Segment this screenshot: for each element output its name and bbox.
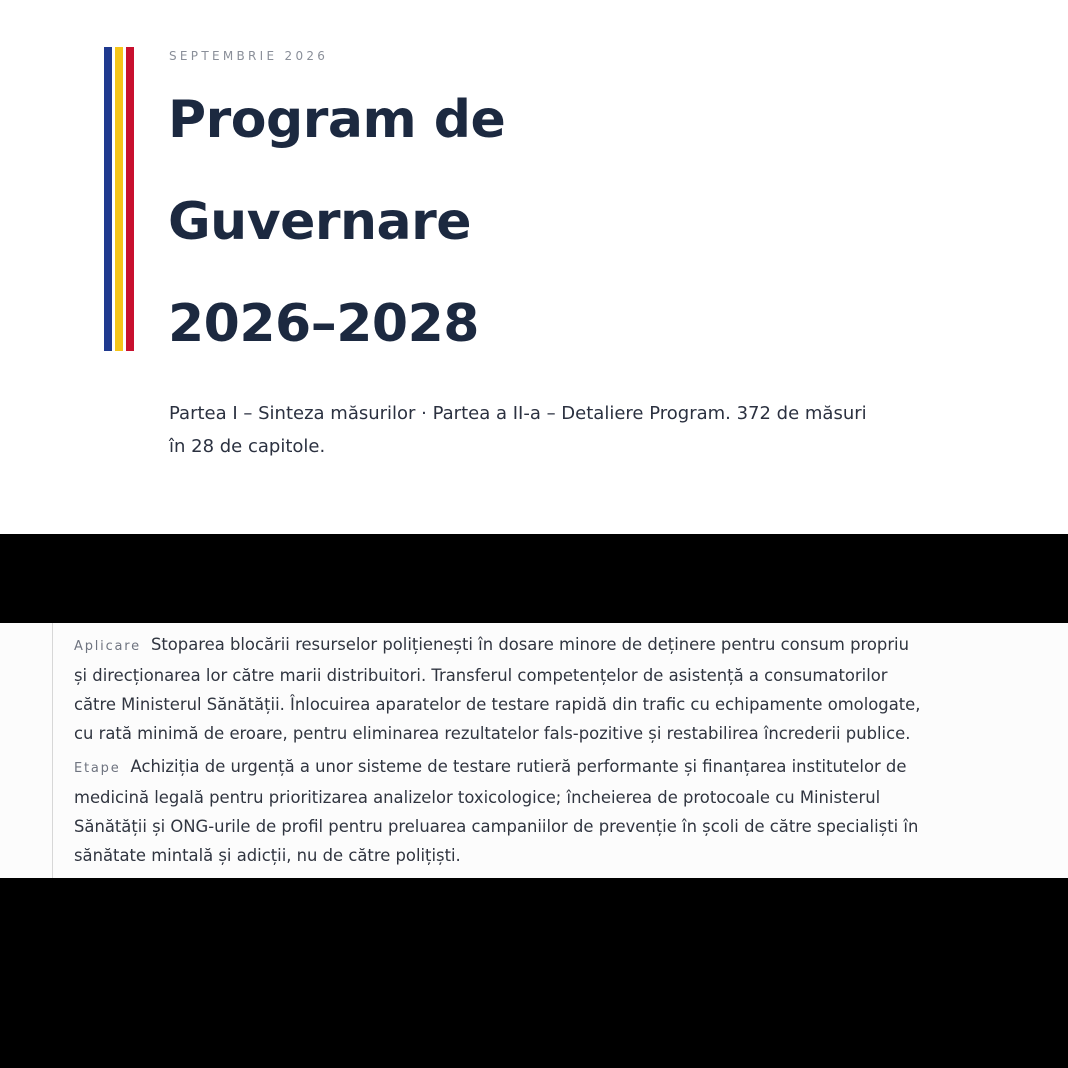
subtitle xyxy=(169,397,929,463)
aplicare-text: Stoparea blocării resurselor polițienești în dosare minore de deținere pentru consum propriu xyxy=(150,635,909,654)
title-line: Program de xyxy=(168,90,506,150)
left-border-rule xyxy=(52,623,53,878)
etape-text: Achiziția de urgență a unor sisteme de testare rutieră performante și finanțarea institutelor de xyxy=(130,757,907,776)
paragraph-line: către Ministerul Sănătății. Înlocuirea aparatelor de testare rapidă din trafic cu echipamente omologate, xyxy=(74,695,921,714)
paragraph-line: și direcționarea lor către marii distribuitori. Transferul competențelor de asistență a consumatorilor xyxy=(74,666,888,685)
title-line: Guvernare xyxy=(168,192,472,252)
paragraph-line xyxy=(74,630,1004,661)
tricolor-flag-bar xyxy=(104,47,134,351)
flag-stripe-red xyxy=(126,47,134,351)
page-title xyxy=(168,69,868,375)
date-overline: SEPTEMBRIE 2026 xyxy=(169,49,329,63)
flag-stripe-blue xyxy=(104,47,112,351)
black-band-bottom xyxy=(0,878,1068,1068)
etape-paragraph xyxy=(74,752,1004,870)
title-line: 2026–2028 xyxy=(168,294,479,354)
black-band-top xyxy=(0,534,1068,623)
measure-detail-section xyxy=(0,623,1068,878)
aplicare-paragraph xyxy=(74,630,1004,748)
subtitle-line: Partea I – Sinteza măsurilor · Partea a II-a – Detaliere Program. 372 de măsuri xyxy=(169,403,867,424)
etape-label: Etape xyxy=(74,761,121,776)
paragraph-line: medicină legală pentru prioritizarea analizelor toxicologice; încheierea de protocoale cu Ministerul xyxy=(74,788,881,807)
paragraph-line: Sănătății și ONG-urile de profil pentru preluarea campaniilor de prevenție în școli de către specialiști în xyxy=(74,817,919,836)
flag-stripe-yellow xyxy=(115,47,123,351)
paragraph-line: cu rată minimă de eroare, pentru eliminarea rezultatelor fals-pozitive și restabilirea încrederii publice. xyxy=(74,724,911,743)
paragraph-line: sănătate mintală și adicții, nu de către polițiști. xyxy=(74,846,461,865)
paragraph-line xyxy=(74,752,1004,783)
subtitle-line: în 28 de capitole. xyxy=(169,436,326,457)
aplicare-label: Aplicare xyxy=(74,639,141,654)
